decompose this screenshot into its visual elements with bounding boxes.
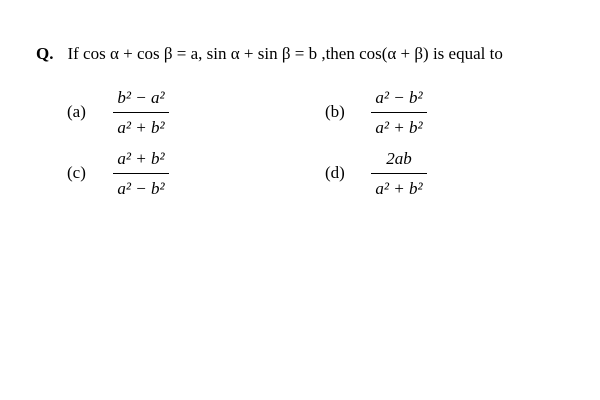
option-d-numerator: 2ab: [371, 147, 427, 174]
option-b-label: (b): [325, 102, 345, 121]
option-d-label: (d): [325, 163, 345, 182]
option-c-numerator: a² + b²: [113, 147, 169, 174]
option-b-fraction: [371, 86, 427, 139]
option-a-label: (a): [67, 102, 86, 121]
option-a-fraction: [113, 86, 169, 139]
question-text: If cos α + cos β = a, sin α + sin β = b ,then cos(α + β) is equal to: [67, 44, 503, 63]
option-d[interactable]: [325, 147, 445, 199]
option-c-label: (c): [67, 163, 86, 182]
question: [36, 44, 503, 64]
option-d-fraction: [371, 147, 427, 200]
option-d-denominator: a² + b²: [375, 179, 423, 198]
option-b-numerator: a² − b²: [371, 86, 427, 113]
option-b[interactable]: [325, 86, 445, 138]
option-c-fraction: [113, 147, 169, 200]
option-c-denominator: a² − b²: [117, 179, 165, 198]
option-a[interactable]: [67, 86, 187, 138]
option-a-numerator: b² − a²: [113, 86, 169, 113]
option-c[interactable]: [67, 147, 187, 199]
question-label: Q.: [36, 44, 54, 63]
option-b-denominator: a² + b²: [375, 118, 423, 137]
option-a-denominator: a² + b²: [117, 118, 165, 137]
